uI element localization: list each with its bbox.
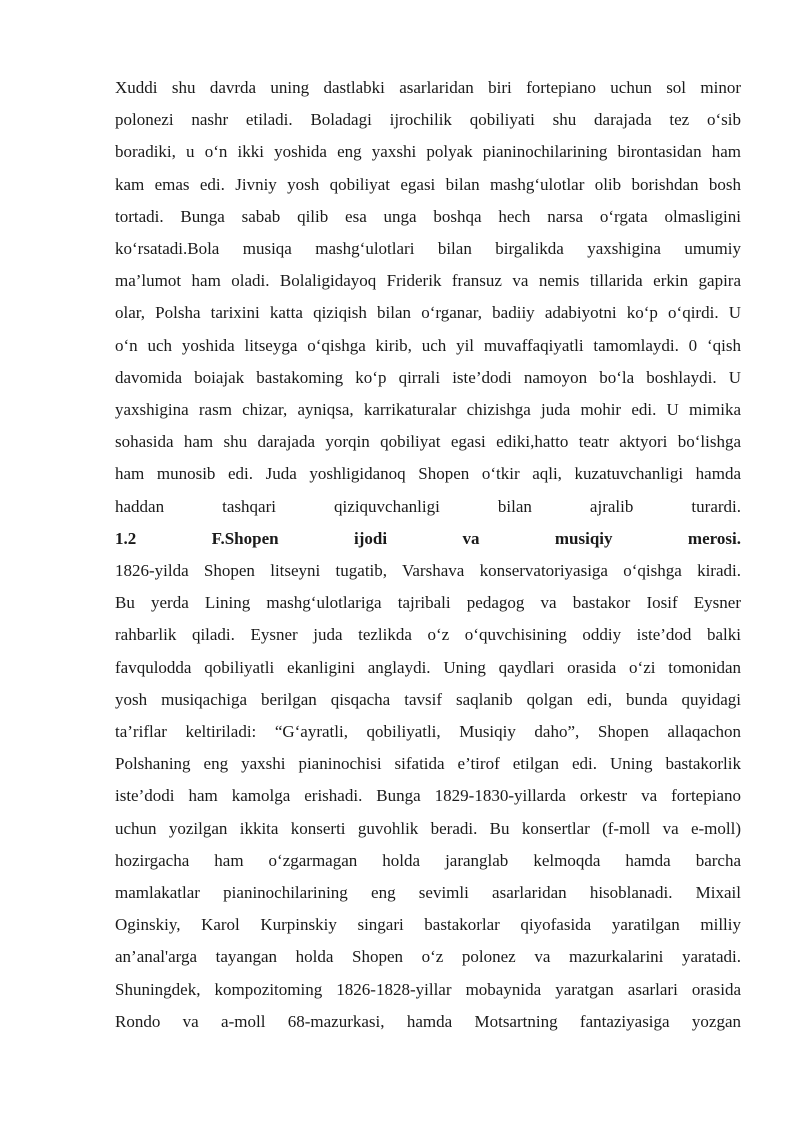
text-line: boradiki, u o‘n ikki yoshida eng yaxshi polyak pianinochilarining birontasidan ham bbox=[115, 142, 741, 162]
text-line: sohasida ham shu darajada yorqin qobiliyat egasi ediki,hatto teatr aktyori bo‘lishga bbox=[115, 432, 741, 452]
text-line: davomida boiajak bastakoming ko‘p qirrali iste’dodi namoyon bo‘la boshlaydi. U bbox=[115, 367, 741, 387]
text-line: polonezi nashr etiladi. Boladagi ijrochilik qobiliyati shu darajada tez o‘sib bbox=[115, 110, 741, 130]
text-line: Rondo va a-moll 68-mazurkasi, hamda Motsartning fantaziyasiga yozgan bbox=[115, 1011, 741, 1031]
text-line: iste’dodi ham kamolga erishadi. Bunga 1829-1830-yillarda orkestr va fortepiano bbox=[115, 786, 741, 806]
text-line: ko‘rsatadi.Bola musiqa mashg‘ulotlari bilan birgalikda yaxshigina umumiy bbox=[115, 239, 741, 259]
text-line: tortadi. Bunga sabab qilib esa unga boshqa hech narsa o‘rgata olmasligini bbox=[115, 206, 741, 226]
text-line: kam emas edi. Jivniy yosh qobiliyat egasi bilan mashg‘ulotlar olib borishdan bosh bbox=[115, 174, 741, 194]
text-line: Polshaning eng yaxshi pianinochisi sifatida e’tirof etilgan edi. Uning bastakorlik bbox=[115, 754, 741, 774]
text-line: an’anal'arga tayangan holda Shopen o‘z polonez va mazurkalarini yaratadi. bbox=[115, 947, 741, 967]
heading-word: va bbox=[462, 528, 480, 548]
text-line: mamlakatlar pianinochilarining eng sevimli asarlaridan hisoblanadi. Mixail bbox=[115, 883, 741, 903]
heading-word: merosi. bbox=[687, 528, 741, 548]
text-line: Bu yerda Lining mashg‘ulotlariga tajribali pedagog va bastakor Iosif Eysner bbox=[115, 593, 741, 613]
section-number: 1.2 bbox=[115, 528, 137, 548]
text-line: ma’lumot ham oladi. Bolaligidayoq Friderik fransuz va nemis tillarida erkin gapira bbox=[115, 271, 741, 291]
text-line: yaxshigina rasm chizar, ayniqsa, karrikaturalar chizishga juda mohir edi. U mimika bbox=[115, 400, 741, 420]
text-line: favqulodda qobiliyatli ekanligini anglaydi. Uning qaydlari orasida o‘zi tomonidan bbox=[115, 657, 741, 677]
text-line: Shuningdek, kompozitoming 1826-1828-yillar mobaynida yaratgan asarlari orasida bbox=[115, 979, 741, 999]
text-line: yosh musiqachiga berilgan qisqacha tavsif saqlanib qolgan edi, bunda quyidagi bbox=[115, 689, 741, 709]
text-line: Oginskiy, Karol Kurpinskiy singari bastakorlar qiyofasida yaratilgan milliy bbox=[115, 915, 741, 935]
text-line: rahbarlik qiladi. Eysner juda tezlikda o‘z o‘quvchisining oddiy iste’dod balki bbox=[115, 625, 741, 645]
text-line: ta’riflar keltiriladi: “G‘ayratli, qobiliyatli, Musiqiy daho”, Shopen allaqachon bbox=[115, 722, 741, 742]
text-line: o‘n uch yoshida litseyga o‘qishga kirib, uch yil muvaffaqiyatli tamomlaydi. 0 ‘qish bbox=[115, 335, 741, 355]
text-line: ham munosib edi. Juda yoshligidanoq Shopen o‘tkir aqli, kuzatuvchanligi hamda bbox=[115, 464, 741, 484]
text-line: 1826-yilda Shopen litseyni tugatib, Varshava konservatoriyasiga o‘qishga kiradi. bbox=[115, 561, 741, 581]
heading-word: musiqiy bbox=[554, 528, 613, 548]
heading-word: F.Shopen bbox=[211, 528, 279, 548]
heading-word: ijodi bbox=[354, 528, 388, 548]
text-line: haddan tashqari qiziquvchanligi bilan ajralib turardi. bbox=[115, 496, 741, 516]
paragraph-intro bbox=[115, 72, 741, 523]
text-line: olar, Polsha tarixini katta qiziqish bilan o‘rganar, badiiy adabiyotni ko‘p o‘qirdi. U bbox=[115, 303, 741, 323]
text-line: uchun yozilgan ikkita konserti guvohlik beradi. Bu konsertlar (f-moll va e-moll) bbox=[115, 818, 741, 838]
text-line: hozirgacha ham o‘zgarmagan holda jaranglab kelmoqda hamda barcha bbox=[115, 850, 741, 870]
paragraph-section bbox=[115, 555, 741, 1038]
text-line: Xuddi shu davrda uning dastlabki asarlaridan biri fortepiano uchun sol minor bbox=[115, 78, 741, 97]
document-body bbox=[115, 72, 741, 1038]
section-heading bbox=[115, 523, 741, 555]
